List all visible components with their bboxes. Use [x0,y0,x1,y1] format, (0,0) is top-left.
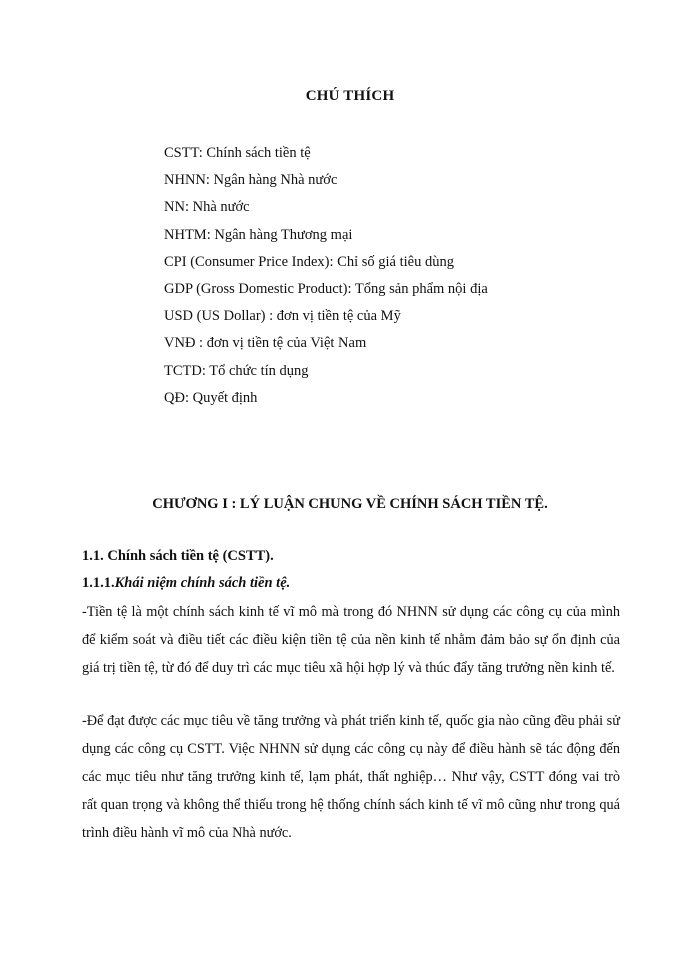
subsection-number: 1.1.1. [82,575,115,591]
abbreviation-item: GDP (Gross Domestic Product): Tổng sản phẩm nội địa [164,280,488,297]
subsection-heading [82,575,290,592]
abbreviation-item: NHNN: Ngân hàng Nhà nước [164,172,338,189]
body-paragraph: -Tiền tệ là một chính sách kinh tế vĩ mô mà trong đó NHNN sử dụng các công cụ của mình để kiểm soát và điều tiết các điều kiện tiền tệ của nền kinh tế nhằm đảm bảo sự ổn định của giá trị tiền tệ, từ đó để duy trì các mục tiêu xã hội hợp lý và thúc đẩy tăng trưởng nền kinh tế. [82,604,620,676]
abbreviation-item: NN: Nhà nước [164,199,250,216]
abbreviation-list [164,140,488,412]
abbreviation-item: CPI (Consumer Price Index): Chỉ số giá tiêu dùng [164,253,454,270]
abbreviation-item: VNĐ : đơn vị tiền tệ của Việt Nam [164,335,367,352]
subsection-title: Khái niệm chính sách tiền tệ. [114,575,291,591]
body-paragraph: -Để đạt được các mục tiêu về tăng trưởng và phát triển kinh tế, quốc gia nào cũng đều phải sử dụng các công cụ CSTT. Việc NHNN sử dụng các công cụ này để điều hành sẽ tác động đến các mục tiêu như tăng trưởng kinh tế, lạm phát, thất nghiệp… Như vậy, CSTT đóng vai trò rất quan trọng và không thể thiếu trong hệ thống chính sách kinh tế vĩ mô cũng như trong quá trình điều hành vĩ mô của Nhà nước. [82,713,620,841]
abbreviation-item: TCTD: Tổ chức tín dụng [164,362,309,379]
abbreviation-item: QĐ: Quyết định [164,389,258,406]
section-heading: 1.1. Chính sách tiền tệ (CSTT). [82,548,274,564]
abbreviation-item: USD (US Dollar) : đơn vị tiền tệ của Mỹ [164,308,401,325]
page-title: CHÚ THÍCH [305,88,395,104]
chapter-heading: CHƯƠNG I : LÝ LUẬN CHUNG VỀ CHÍNH SÁCH TIỀN TỆ. [152,496,548,512]
abbreviation-item: CSTT: Chính sách tiền tệ [164,145,311,161]
abbreviation-item: NHTM: Ngân hàng Thương mại [164,226,353,243]
